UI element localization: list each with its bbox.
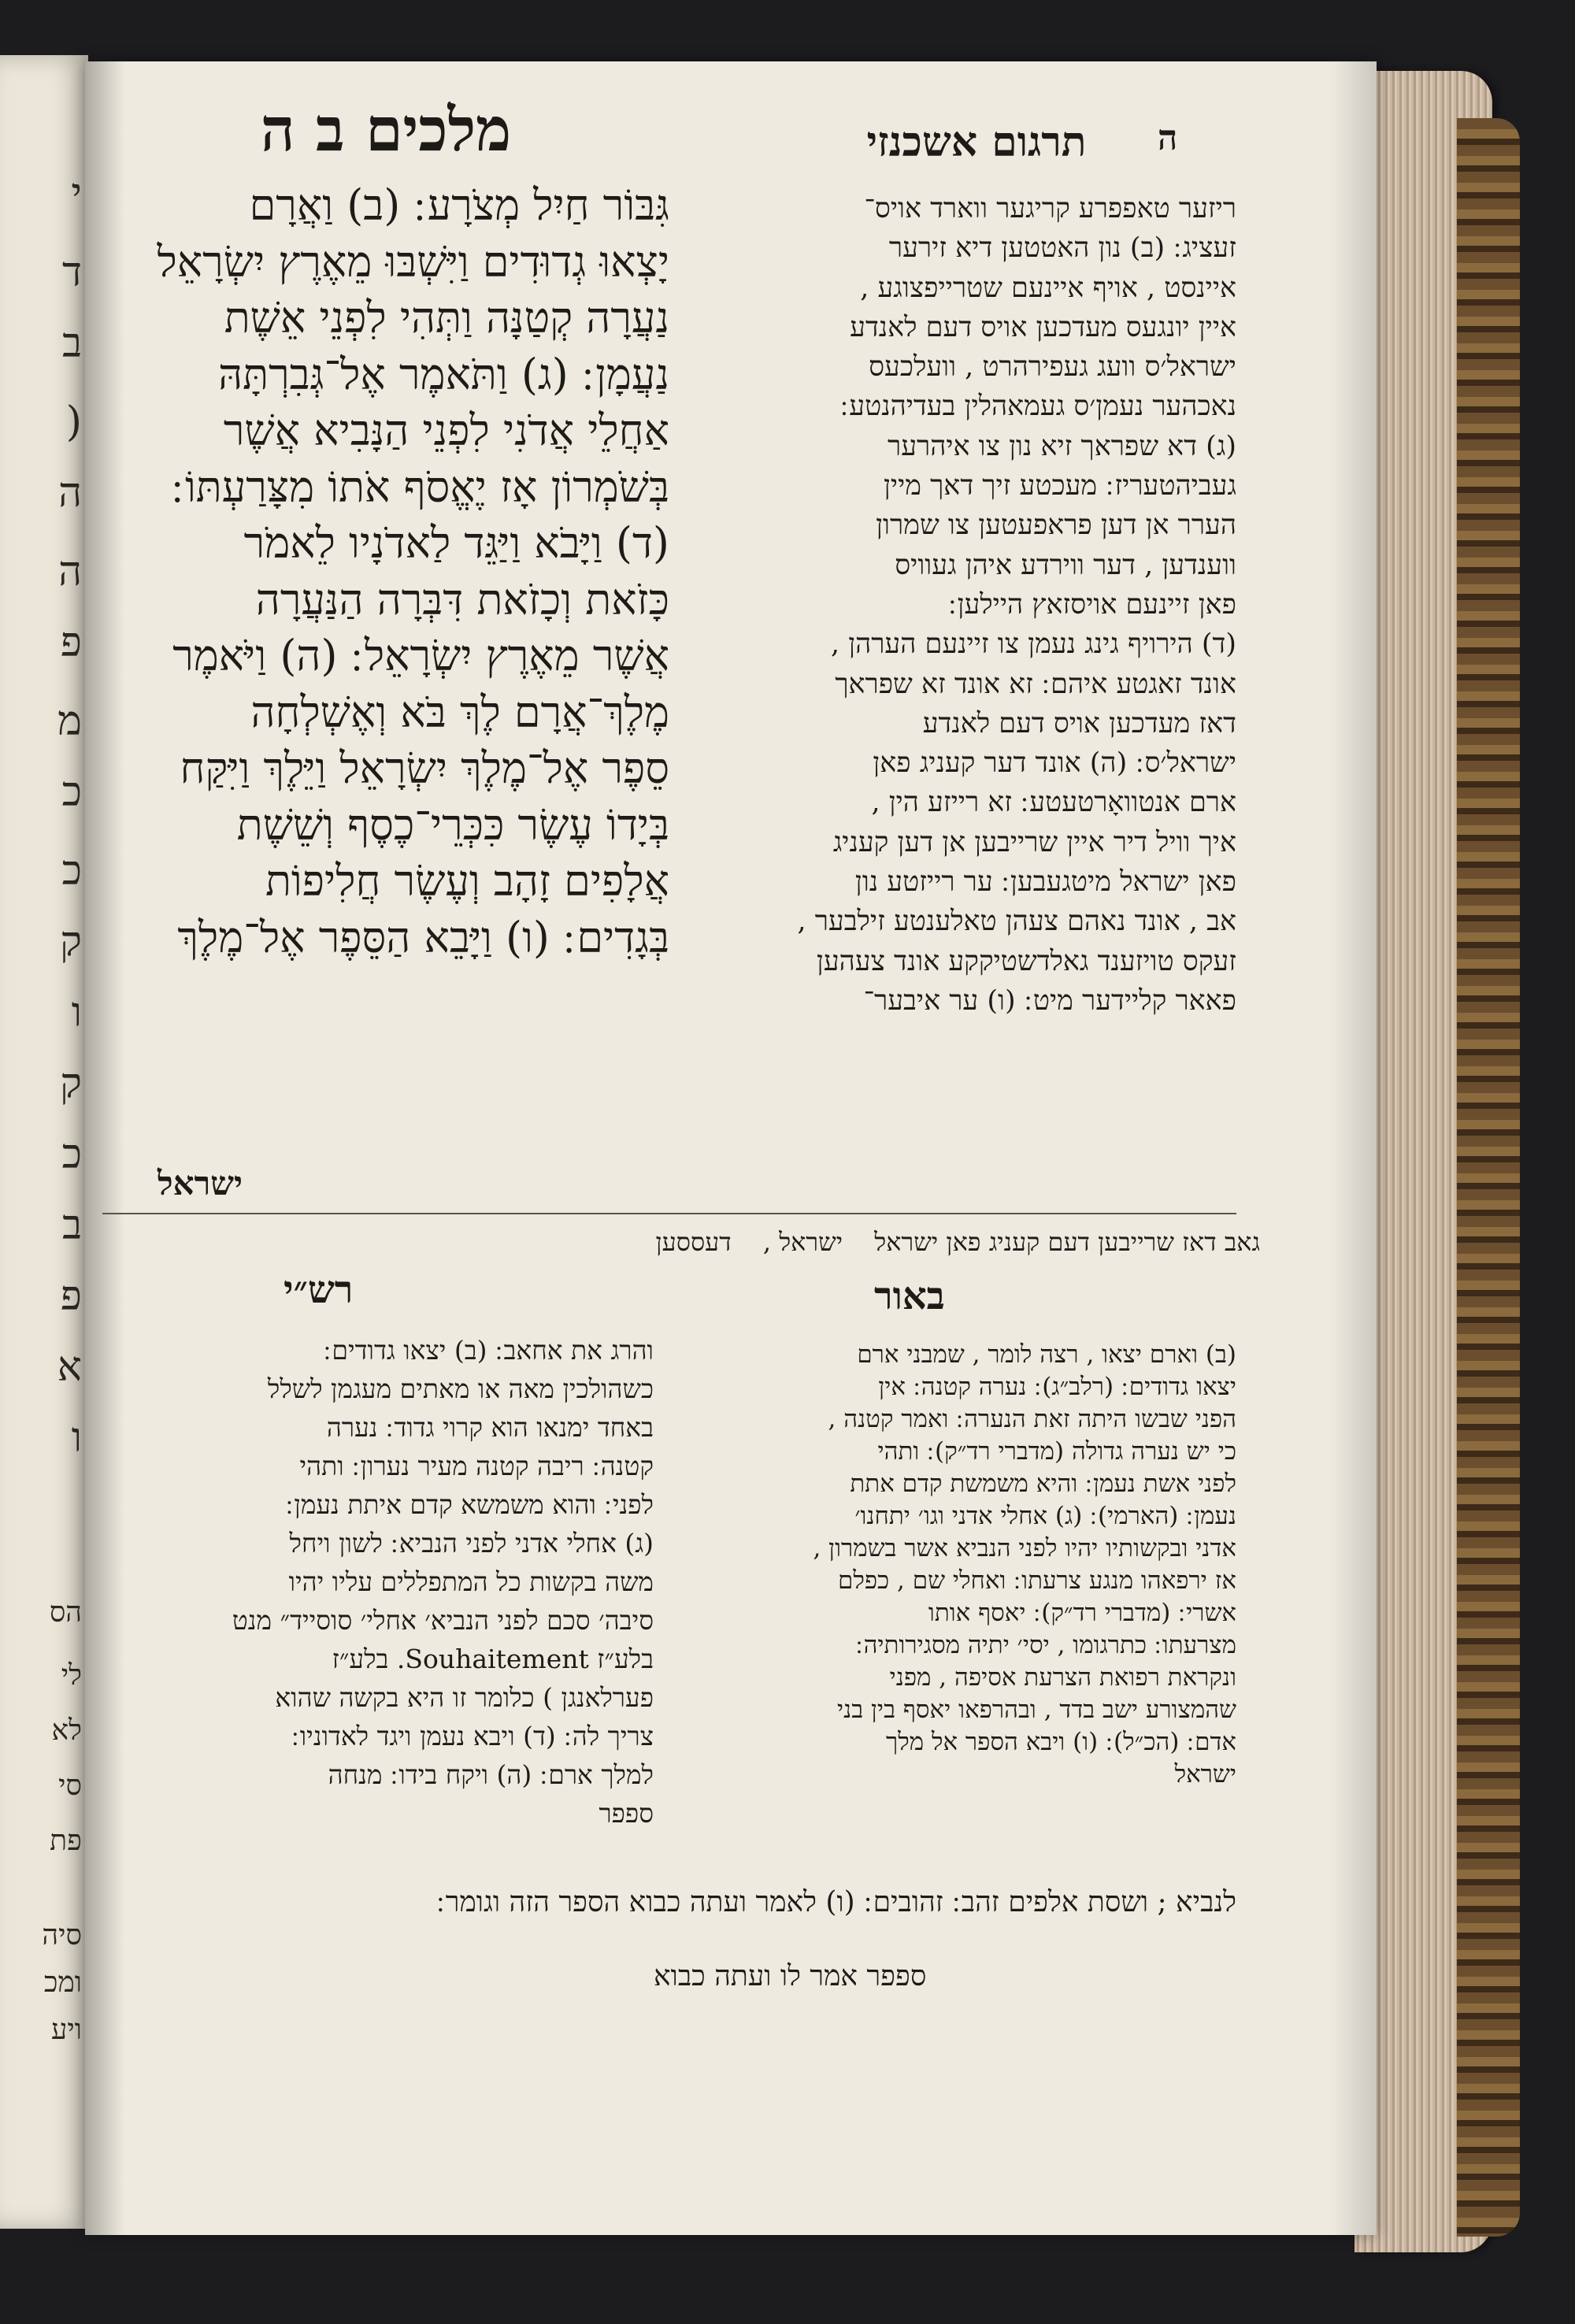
rashi-text-line: ספפר — [598, 1798, 654, 1829]
hebrew-text-line: כָּזֹאת וְכָזֹאת דִּבְּרָה הַנַּעֲרָה — [255, 574, 669, 625]
rashi-text-line: קטנה ׃ ריבה קטנה מעיר נערון ׃ ותהי — [299, 1451, 654, 1481]
left-page-fragment: כ — [61, 769, 82, 816]
section-divider — [102, 1213, 1236, 1214]
left-page-fragment: ב — [61, 1202, 82, 1249]
yiddish-translation-column — [693, 189, 1236, 1021]
yiddish-text-line: ארם אנטוואָרטעטע ׃ זא רייזע הין , — [871, 787, 1236, 819]
page-edge-shadow — [1331, 61, 1377, 2235]
biur-text-line: אשרי ׃ (מדברי רד״ק) ׃ יאסף אותו — [928, 1599, 1236, 1627]
yiddish-text-line: זעקס טויזענד גאלדשטיקקע אונד צעהען — [816, 945, 1236, 977]
yiddish-text-line: איינסט , אויף איינעם שטרייפצוגע , — [860, 272, 1236, 304]
hebrew-text-line: מֶלֶךְ־אֲרָם לֶךְ בֹּא וְאֶשְׁלְחָה — [250, 687, 669, 737]
yiddish-text-line: ישראל׳ס ׃ (ה) אונד דער קעניג פאן — [873, 747, 1236, 780]
left-page-fragment: ו — [71, 1414, 82, 1462]
rashi-text-line: בלע״ז Souhaitement. בלע״ז — [332, 1644, 654, 1674]
yiddish-text-line: געביהטעריז ׃ מעכטע זיך דאך מיין — [883, 470, 1236, 502]
yiddish-text-line: ישראל׳ס וועג געפירהרט , וועלכעס — [869, 351, 1236, 384]
left-page-fragment: פ — [60, 619, 82, 666]
hebrew-text-line: בְּשֹׁמְרוֹן אָז יֶאֱסֹף אֹתוֹ מִצָּרַעְתּוֹ ׃ — [171, 461, 669, 512]
biur-text-line: הפני שבשו היתה זאת הנערה ׃ ואמר קטנה , — [828, 1405, 1236, 1433]
yiddish-text-line: זעציג ׃ (ב) נון האטטען דיא זירער — [888, 232, 1236, 265]
yiddish-text-line: פאן זיינעם אויסזאץ היילען ׃ — [948, 588, 1236, 621]
yiddish-text-line: פאאר קליידער מיט ׃ (ו) ער איבער־ — [863, 984, 1236, 1017]
book-title: מלכים ב ה — [260, 95, 512, 165]
bottom-continuation-line: לנביא ; ושסת אלפים זהב ׃ זהובים ׃ (ו) לאמר ועתה כבוא הספר הזה וגומר ׃ — [436, 1886, 1236, 1918]
rashi-heading: רש״י — [284, 1268, 354, 1312]
rashi-commentary-column — [102, 1331, 654, 1833]
rashi-text-line: משה בקשות כל המתפללים עליו יהיו — [288, 1566, 654, 1597]
left-page-fragment: ( — [65, 398, 82, 446]
left-page-fragment: א — [57, 1344, 82, 1391]
rashi-text-line: והרג את אחאב ׃ (ב) יצאו גדודים ׃ — [323, 1335, 654, 1366]
hebrew-catchword: ישראל — [158, 1164, 243, 1203]
catchword-row-item: גאב דאז שרייבען דעם קעניג פאן ישראל — [874, 1227, 1260, 1257]
rashi-text-line: (ג) אחלי אדני לפני הנביא ׃ לשון ויחל — [289, 1528, 654, 1559]
hebrew-text-line: גִּבּוֹר חַיִל מְצֹרָע ׃ (ב) וַאֲרָם — [249, 180, 669, 230]
yiddish-text-line: (ג) דא שפראך זיא נון צו איהרער — [888, 430, 1236, 462]
biur-commentary-column — [685, 1339, 1236, 1791]
hebrew-text-line: אַחֲלֵי אֲדֹנִי לִפְנֵי הַנָּבִיא אֲשֶׁר — [223, 406, 669, 455]
left-page-fragment: ה — [58, 469, 82, 517]
left-page-fragment: הס — [49, 1596, 82, 1629]
left-page-fragment: י — [71, 170, 82, 217]
biur-text-line: אדני ובקשותיו יהיו לפני הנביא אשר בשמרון , — [813, 1534, 1236, 1562]
catchword-row-item: דעססען — [655, 1227, 732, 1257]
left-page-fragment: ויע — [50, 2014, 82, 2046]
hebrew-text-column — [110, 177, 669, 966]
left-page-fragment: ד — [61, 249, 82, 296]
left-page-fragment: כ — [61, 847, 82, 895]
left-page-fragment: פ — [60, 1273, 82, 1320]
biur-text-line: נעמן ׃ (הארמי) ׃ (ג) אחלי אדני וגו׳ יתחנו׳ — [854, 1502, 1236, 1530]
catchword-row-item: ישראל , — [762, 1227, 843, 1257]
yiddish-text-line: נאכהער נעמן׳ס געמאהלין בעדיהנטע ׃ — [840, 391, 1236, 423]
left-page-fragment: כ — [61, 1131, 82, 1178]
rashi-text-line: לפני ׃ והוא משמשא קדם איתת נעמן ׃ — [285, 1489, 654, 1520]
yiddish-text-line: איך וויל דיר איין שרייבען אן דען קעניג — [832, 826, 1236, 858]
hebrew-text-line: בְּיָדוֹ עֶשֶׂר כִּכְּרֵי־כֶסֶף וְשֵׁשֶׁת — [236, 799, 669, 850]
catchword-row — [197, 1227, 1260, 1257]
biur-text-line: אז ירפאהו מנגע צרעתו ׃ ואחלי שם , כפלם — [837, 1566, 1236, 1595]
left-page-fragment: ה — [58, 548, 82, 595]
rashi-text-line: צריך לה ׃ (ד) ויבא נעמן ויגד לאדוניו ׃ — [291, 1721, 654, 1751]
left-page-fragment: ו — [71, 989, 82, 1036]
yiddish-text-line: דאז מעדכען אויס דעם לאנדע — [922, 707, 1236, 739]
left-page-fragment: ק — [60, 1060, 82, 1107]
left-page-fragment: לי — [61, 1659, 82, 1692]
yiddish-text-line: (ד) הירויף גינג נעמן צו זיינעם הערהן , — [830, 628, 1236, 661]
rashi-text-line: פערלאנגן ) כלומר זו היא בקשה שהוא — [275, 1682, 654, 1713]
biur-text-line: אדם ׃ (הכ״ל) ׃ (ו) ויבא הספר אל מלך — [885, 1728, 1236, 1756]
hebrew-text-line: (ד) וַיָּבֹא וַיַּגֵּד לַאדֹנָיו לֵאמֹר — [243, 518, 669, 568]
page-marker: ה — [1158, 118, 1178, 158]
yiddish-text-line: הערר אן דען פראפעטען צו שמרון — [876, 510, 1236, 542]
hebrew-text-line: אֲלָפִים זָהָב וְעֶשֶׂר חֲלִיפוֹת — [265, 856, 669, 906]
biur-text-line: שהמצורע ישב בדד , ובהרפאו יאסף בין בני — [837, 1696, 1236, 1724]
book-cover-edge — [1457, 118, 1520, 2237]
left-page-fragment: סיה — [42, 1919, 82, 1951]
biur-heading: באור — [874, 1274, 945, 1318]
hebrew-text-line: נַעֲרָה קְטַנָּה וַתְּהִי לִפְנֵי אֵשֶׁת — [224, 293, 669, 343]
yiddish-text-line: ווענדען , דער ווירדע איהן געוויס — [895, 549, 1236, 581]
yiddish-text-line: ריזער טאפפרע קריגער ווארד אויס־ — [864, 193, 1236, 224]
hebrew-text-line: אֲשֶׁר מֵאֶרֶץ יִשְׂרָאֵל ׃ (ה) וַיֹּאמֶר — [172, 631, 669, 680]
left-page-fragment: ב — [61, 320, 82, 367]
hebrew-text-line: בְּגָדִים ׃ (ו) וַיָּבֵא הַסֵּפֶר אֶל־מֶלֶךְ — [177, 912, 669, 962]
yiddish-text-line: אב , אונד נאהם צעהן טאלענטע זילבער , — [797, 906, 1236, 938]
rashi-text-line: באחד ימנאו הוא קרוי גדוד ׃ נערה — [326, 1412, 654, 1443]
hebrew-text-line: סֵפֶר אֶל־מֶלֶךְ יִשְׂרָאֵל וַיֵּלֶךְ וַיִּקַּח — [180, 743, 669, 793]
biur-text-line: ישראל — [1174, 1760, 1236, 1788]
left-facing-page — [0, 55, 88, 2229]
biur-text-line: ונקראת רפואת הצרעת אסיפה , מפני — [889, 1663, 1236, 1692]
rashi-text-line: כשהולכין מאה או מאתים מעגמן לשלל — [267, 1373, 654, 1404]
hebrew-text-line: נַעֲמָן ׃ (ג) וַתֹּאמֶר אֶל־גְּבִרְתָּהּ — [218, 349, 669, 399]
biur-text-line: כי יש נערה גדולה (מדברי רד״ק) ׃ ותהי — [877, 1437, 1236, 1466]
left-page-fragment: ומכ — [43, 1966, 82, 1999]
left-page-fragment: לא — [51, 1714, 82, 1747]
biur-catchword: ספפר אמר לו ועתה כבוא — [654, 1960, 927, 1992]
biur-text-line: (ב) וארם יצאו , רצה לומר , שמבני ארם — [857, 1340, 1236, 1369]
targum-title: תרגום אשכנזי — [866, 118, 1087, 166]
biur-text-line: יצאו גדודים ׃ (רלב״ג) ׃ נערה קטנה ׃ אין — [878, 1373, 1236, 1401]
yiddish-text-line: פאן ישראל מיטגעבען ׃ ער רייזטע נון — [854, 866, 1236, 899]
biur-text-line: מצרעתו ׃ כתרגומו , יסי׳ יתיה מסגירותיה ׃ — [855, 1631, 1236, 1659]
left-page-fragment: ק — [60, 918, 82, 966]
biur-text-line: לפני אשת נעמן ׃ והיא משמשת קדם אתת — [850, 1470, 1236, 1498]
rashi-text-line: למלך ארם ׃ (ה) ויקח בידו ׃ מנחה — [328, 1759, 654, 1790]
yiddish-text-line: איין יונגעס מעדכען אויס דעם לאנדע — [850, 311, 1236, 343]
left-page-fragment: מ — [57, 698, 82, 745]
rashi-text-line: סיבה׳ סכם לפני הנביא׳ אחלי׳ סוסייד״ מנט — [232, 1605, 654, 1636]
left-page-fragment: פת — [50, 1825, 82, 1857]
hebrew-text-line: יָצְאוּ גְדוּדִים וַיִּשְׁבּוּ מֵאֶרֶץ יִשְׂרָאֵל — [157, 236, 669, 287]
left-page-fragment: סי — [58, 1770, 82, 1802]
yiddish-text-line: אונד זאגטע איהם ׃ זא אונד זא שפראך — [835, 668, 1236, 700]
